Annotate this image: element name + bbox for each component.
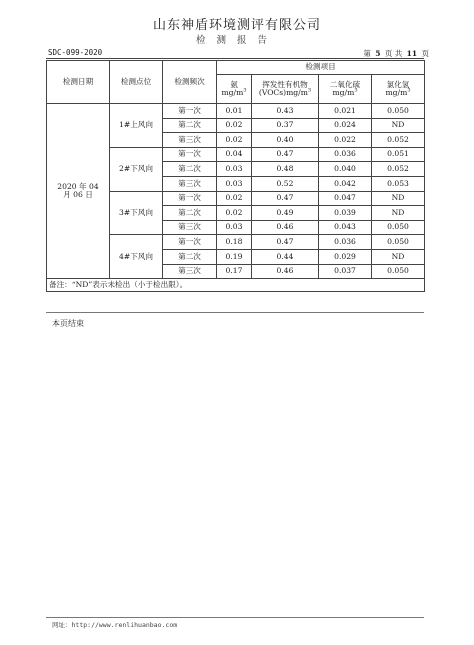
value-cell: 0.02 bbox=[217, 133, 252, 148]
header-point: 检测点位 bbox=[110, 61, 163, 104]
frequency-cell: 第三次 bbox=[163, 264, 217, 279]
header-item-hcl: 氯化氢 $mg/m^3$ bbox=[372, 75, 425, 104]
value-cell: 0.02 bbox=[217, 118, 252, 133]
footer-website: 网址：http://www.renlihuanbao.com bbox=[52, 621, 178, 629]
value-cell: 0.052 bbox=[372, 133, 425, 148]
page-end-text: 本页结束 bbox=[52, 319, 84, 328]
value-cell: 0.47 bbox=[252, 235, 319, 250]
frequency-cell: 第二次 bbox=[163, 162, 217, 177]
value-cell: 0.021 bbox=[319, 104, 372, 119]
value-cell: 0.46 bbox=[252, 264, 319, 279]
results-table bbox=[46, 60, 425, 292]
value-cell: 0.037 bbox=[319, 264, 372, 279]
value-cell: 0.02 bbox=[217, 191, 252, 206]
report-subtitle: 检测报告 bbox=[195, 35, 278, 46]
value-cell: 0.02 bbox=[217, 206, 252, 221]
point-cell: 4#下风向 bbox=[110, 235, 163, 279]
value-cell: 0.17 bbox=[217, 264, 252, 279]
frequency-cell: 第二次 bbox=[163, 249, 217, 264]
header-item-ammonia: 氨 $mg/m^3$ bbox=[217, 75, 252, 104]
page-mid: 页 共 bbox=[384, 49, 403, 58]
header-item-vocs: 挥发性有机物 $(VOCs)mg/m^3$ bbox=[252, 75, 319, 104]
value-cell: 0.47 bbox=[252, 191, 319, 206]
page-prefix: 第 bbox=[363, 49, 371, 58]
frequency-cell: 第一次 bbox=[163, 147, 217, 162]
header-test-items: 检测项目 bbox=[217, 61, 425, 75]
value-cell: 0.052 bbox=[372, 162, 425, 177]
value-cell: 0.050 bbox=[372, 220, 425, 235]
page-suffix: 页 bbox=[421, 49, 429, 58]
company-name: 山东神盾环境测评有限公司 bbox=[152, 18, 321, 33]
frequency-cell: 第三次 bbox=[163, 133, 217, 148]
value-cell: 0.039 bbox=[319, 206, 372, 221]
value-cell: 0.44 bbox=[252, 249, 319, 264]
value-cell: 0.46 bbox=[252, 220, 319, 235]
value-cell: ND bbox=[372, 118, 425, 133]
value-cell: 0.050 bbox=[372, 104, 425, 119]
document-number: SDC-099-2020 bbox=[48, 48, 103, 57]
note-text: 备注：“ND”表示未检出（小于检出限）。 bbox=[47, 279, 425, 292]
value-cell: 0.053 bbox=[372, 176, 425, 191]
section-divider bbox=[46, 312, 424, 313]
value-cell: 0.029 bbox=[319, 249, 372, 264]
value-cell: 0.01 bbox=[217, 104, 252, 119]
frequency-cell: 第一次 bbox=[163, 235, 217, 250]
value-cell: 0.047 bbox=[319, 191, 372, 206]
page-total: 11 bbox=[406, 49, 418, 58]
value-cell: 0.19 bbox=[217, 249, 252, 264]
table-row bbox=[47, 104, 425, 119]
date-cell: 2020 年 04 月 06 日 bbox=[47, 104, 110, 279]
value-cell: 0.52 bbox=[252, 176, 319, 191]
value-cell: 0.03 bbox=[217, 162, 252, 177]
value-cell: 0.022 bbox=[319, 133, 372, 148]
value-cell: 0.04 bbox=[217, 147, 252, 162]
value-cell: 0.040 bbox=[319, 162, 372, 177]
frequency-cell: 第三次 bbox=[163, 220, 217, 235]
page-current: 5 bbox=[375, 49, 381, 58]
value-cell: ND bbox=[372, 249, 425, 264]
value-cell: 0.043 bbox=[319, 220, 372, 235]
footer-divider bbox=[46, 617, 424, 618]
header-divider bbox=[46, 58, 424, 59]
header-date: 检测日期 bbox=[47, 61, 110, 104]
value-cell: ND bbox=[372, 206, 425, 221]
point-cell: 3#下风向 bbox=[110, 191, 163, 235]
value-cell: 0.042 bbox=[319, 176, 372, 191]
note-row bbox=[47, 279, 425, 292]
value-cell: 0.43 bbox=[252, 104, 319, 119]
value-cell: 0.050 bbox=[372, 235, 425, 250]
value-cell: 0.48 bbox=[252, 162, 319, 177]
point-cell: 1#上风向 bbox=[110, 104, 163, 148]
value-cell: 0.37 bbox=[252, 118, 319, 133]
value-cell: 0.03 bbox=[217, 176, 252, 191]
value-cell: 0.40 bbox=[252, 133, 319, 148]
header-item-so2: 二氧化硫 $mg/m^3$ bbox=[319, 75, 372, 104]
value-cell: 0.036 bbox=[319, 147, 372, 162]
value-cell: 0.036 bbox=[319, 235, 372, 250]
frequency-cell: 第二次 bbox=[163, 118, 217, 133]
header-frequency: 检测频次 bbox=[163, 61, 217, 104]
frequency-cell: 第一次 bbox=[163, 104, 217, 119]
value-cell: 0.03 bbox=[217, 220, 252, 235]
value-cell: 0.47 bbox=[252, 147, 319, 162]
value-cell: 0.49 bbox=[252, 206, 319, 221]
point-cell: 2#下风向 bbox=[110, 147, 163, 191]
value-cell: 0.024 bbox=[319, 118, 372, 133]
frequency-cell: 第二次 bbox=[163, 206, 217, 221]
value-cell: 0.18 bbox=[217, 235, 252, 250]
value-cell: 0.050 bbox=[372, 264, 425, 279]
frequency-cell: 第三次 bbox=[163, 176, 217, 191]
frequency-cell: 第一次 bbox=[163, 191, 217, 206]
value-cell: 0.051 bbox=[372, 147, 425, 162]
value-cell: ND bbox=[372, 191, 425, 206]
